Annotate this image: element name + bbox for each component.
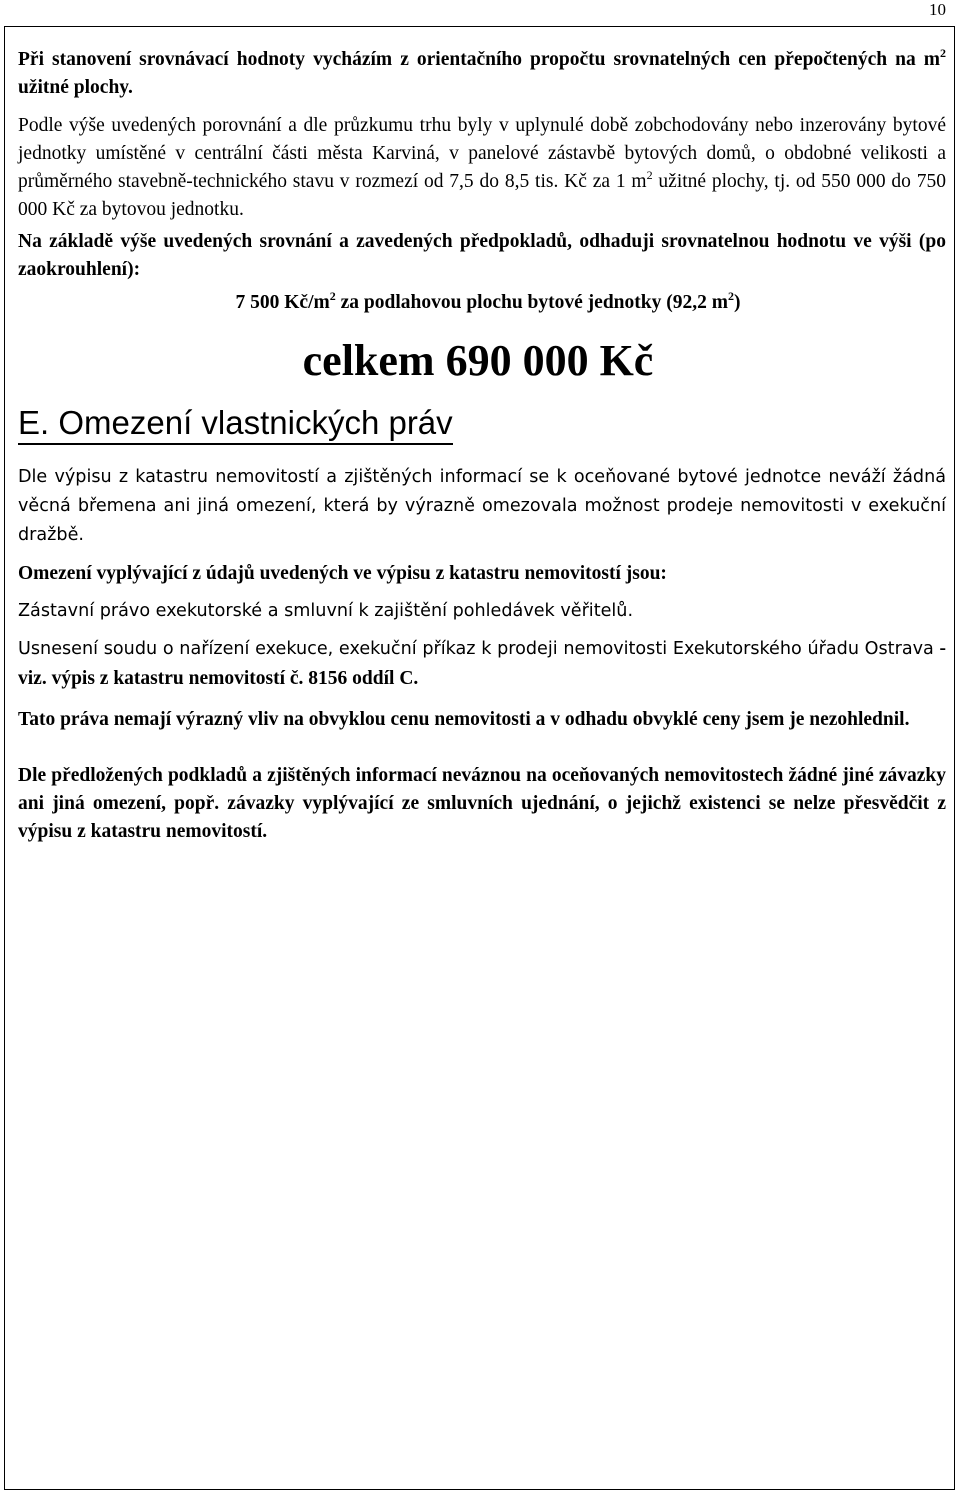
other-obligations-paragraph: Dle předložených podkladů a zjištěných informací neváznou na oceňovaných nemovitostech žádné jiné závazky ani jiná omezení, popř. závazky vyplývající ze smluvních ujednání, o jejichž existenci se nelze přesvědčit z výpisu z katastru nemovitostí. [18,765,946,842]
total-value: celkem 690 000 Kč [302,336,654,385]
rate-description: za podlahovou plochu bytové jednotky (92,2 m [335,292,728,313]
market-survey-paragraph [18,112,946,224]
influence-paragraph: Tato práva nemají výrazný vliv na obvyklou cenu nemovitosti a v odhadu obvyklé ceny jsem je nezohlednil. [18,709,910,730]
price-per-m2-line [18,289,946,317]
section-heading-e: E. Omezení vlastnických práv [18,403,453,445]
intro-paragraph [18,46,946,102]
intro-text: Při stanovení srovnávací hodnoty vycházím z orientačního propočtu srovnatelných cen přepočtených na m [18,49,940,70]
survey-text-end: užitné plochy, tj. od 550 000 do 750 000 Kč za bytovou jednotku. [18,171,946,220]
superscript: 2 [646,167,653,182]
court-order-text: Usnesení soudu o nařízení exekuce, exekuční příkaz k prodeji nemovitosti Exekutorského úřadu Ostrava [18,639,940,659]
document-body [18,46,946,846]
superscript: 2 [940,45,946,60]
cadastre-paragraph: Dle výpisu z katastru nemovitostí a zjištěných informací se k oceňované bytové jednotce neváží žádná věcná břemena ani jiná omezení, která by výrazně omezovala možnost prodeje nemovitosti v exekuční dražbě. [18,467,946,545]
lien-paragraph: Zástavní právo exekutorské a smluvní k zajištění pohledávek věřitelů. [18,601,634,621]
court-order-paragraph [18,634,946,694]
rate-close: ) [733,292,741,313]
restrictions-heading: Omezení vyplývající z údajů uvedených ve výpisu z katastru nemovitostí jsou: [18,563,667,584]
rate-value: 7 500 Kč/m [235,292,330,313]
superscript: 2 [329,288,336,303]
valuation-basis-paragraph: Na základě výše uvedených srovnání a zavedených předpokladů, odhaduji srovnatelnou hodnotu ve výši (po zaokrouhlení): [18,231,946,280]
cadastre-reference: - viz. výpis z katastru nemovitostí č. 8156 oddíl C. [18,638,946,689]
superscript: 2 [727,288,734,303]
survey-text: Podle výše uvedených porovnání a dle průzkumu trhu byly v uplynulé době zobchodovány nebo inzerovány bytové jednotky umístěné v centrální části města Karviná, v panelové zástavbě bytových domů, o obdobné velikosti a průměrného stavebně-technického stavu v rozmezí od 7,5 do 8,5 tis. Kč za 1 m [18,115,946,192]
intro-text-end: užitné plochy. [18,77,133,98]
page-number: 10 [929,0,946,19]
